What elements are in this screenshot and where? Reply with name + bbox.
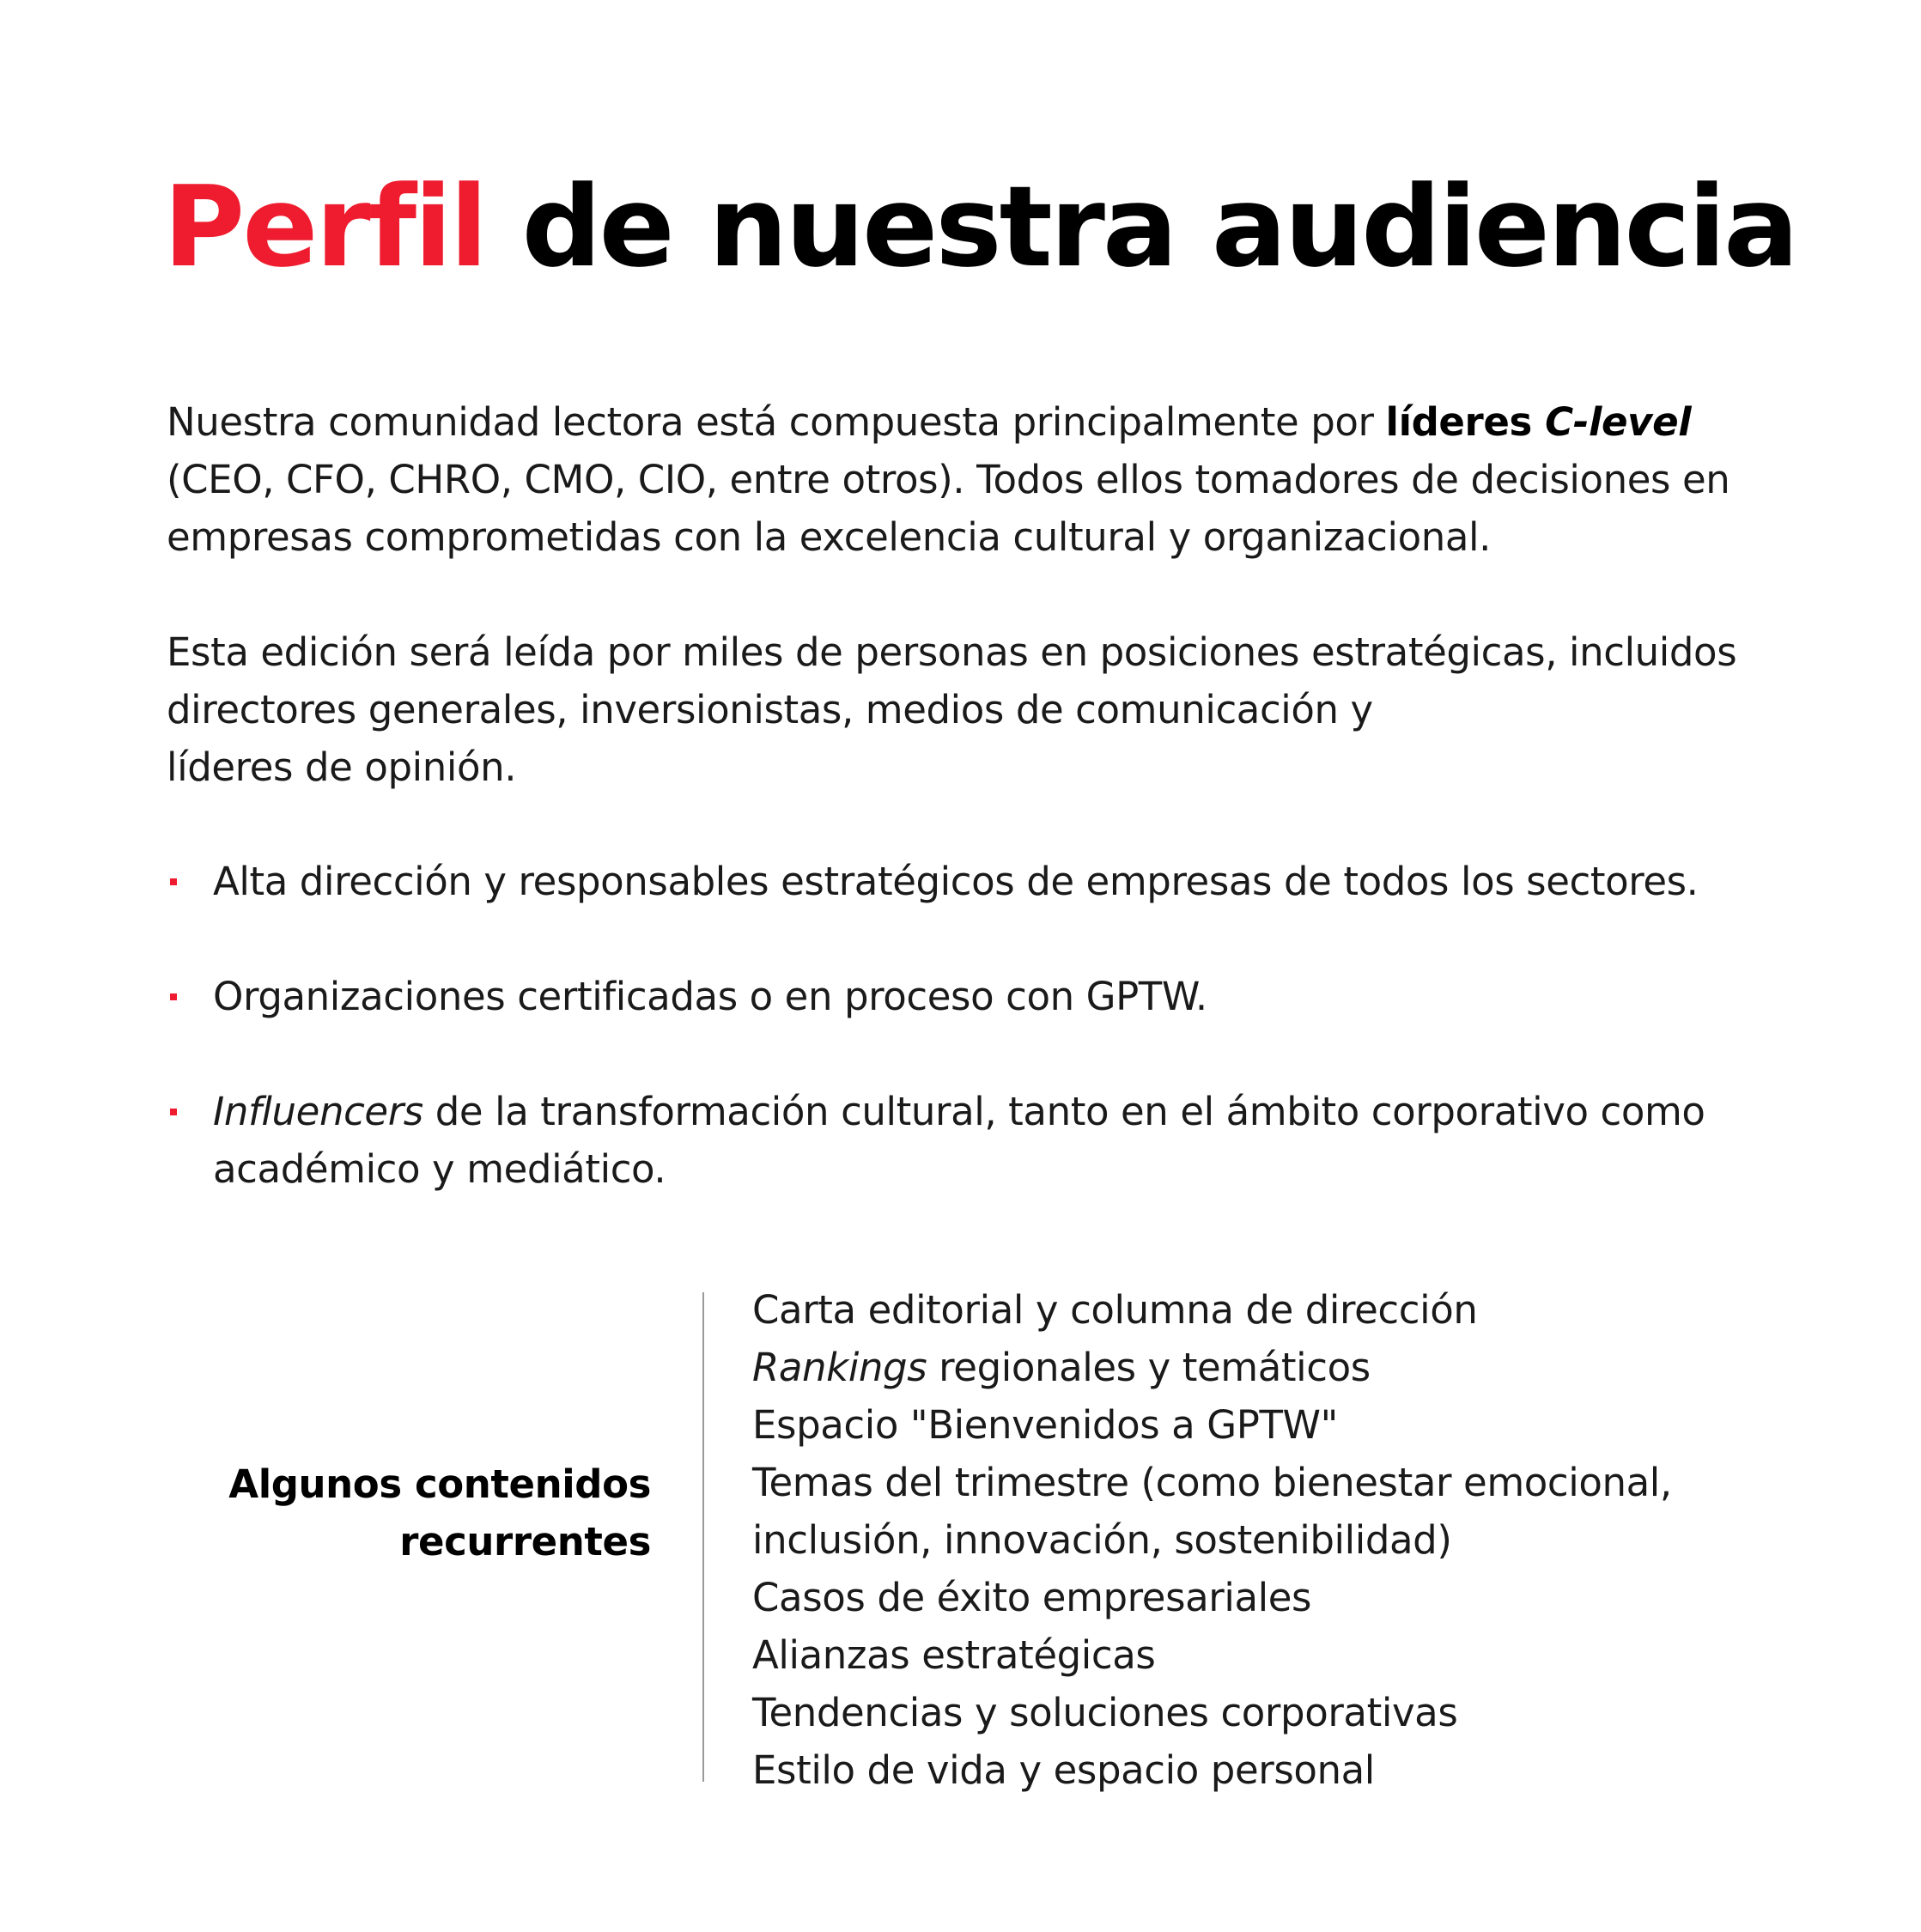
bullet-item-3-line-2: académico y mediático. <box>213 1146 666 1192</box>
reach-line-1: Esta edición será leída por miles de personas en posiciones estratégicas, incluidos <box>167 629 1737 675</box>
content-item-1: Carta editorial y columna de dirección <box>752 1287 1478 1333</box>
content-item-5: Casos de éxito empresariales <box>752 1575 1312 1620</box>
title-rest: de nuestra audiencia <box>521 161 1796 292</box>
recurring-content-list <box>752 1281 1672 1799</box>
content-item-2-rest: regionales y temáticos <box>927 1345 1371 1390</box>
bullet-square-icon <box>170 993 177 1000</box>
recurring-label-line-1: Algunos contenidos <box>228 1461 651 1507</box>
reach-line-2: directores generales, inversionistas, medios de comunicación y <box>167 687 1373 732</box>
content-item-2-italic: Rankings <box>752 1345 927 1390</box>
content-item-7: Tendencias y soluciones corporativas <box>752 1690 1458 1735</box>
bullet-item-1 <box>167 853 1798 910</box>
bullet-item-3 <box>167 1083 1798 1198</box>
bullet-item-3-italic: Influencers <box>213 1089 423 1134</box>
content-item-3: Espacio "Bienvenidos a GPTW" <box>752 1402 1338 1448</box>
page-title <box>163 163 1796 292</box>
intro-line-3: empresas comprometidas con la excelencia cultural y organizacional. <box>167 514 1492 560</box>
bullet-square-icon <box>170 1109 177 1115</box>
bullet-item-3-rest: de la transformación cultural, tanto en el ámbito corporativo como <box>422 1089 1705 1134</box>
reach-paragraph <box>167 623 1798 796</box>
content-item-4: Temas del trimestre (como bienestar emocional, <box>752 1460 1672 1505</box>
intro-bold-leaders: líderes <box>1385 399 1546 445</box>
bullet-square-icon <box>170 878 177 885</box>
recurring-content-label <box>215 1455 651 1571</box>
intro-line-2: (CEO, CFO, CHRO, CMO, CIO, entre otros). Todos ellos tomadores de decisiones en <box>167 457 1730 502</box>
reach-line-3: líderes de opinión. <box>167 744 517 790</box>
content-item-2 <box>752 1339 1672 1396</box>
title-accent: Perfil <box>163 161 486 292</box>
content-item-6: Alianzas estratégicas <box>752 1632 1156 1678</box>
intro-paragraph <box>167 393 1798 566</box>
intro-line-1-text: Nuestra comunidad lectora está compuesta principalmente por <box>167 399 1386 445</box>
vertical-divider <box>702 1292 704 1782</box>
bullet-item-2-text: Organizaciones certificadas o en proceso con GPTW. <box>213 974 1207 1019</box>
recurring-label-line-2: recurrentes <box>399 1519 651 1564</box>
audience-bullet-list <box>167 853 1798 1255</box>
bullet-item-3-line-1 <box>213 1083 1798 1140</box>
content-item-4-continued: inclusión, innovación, sostenibilidad) <box>752 1517 1452 1563</box>
content-item-8: Estilo de vida y espacio personal <box>752 1747 1375 1793</box>
bullet-item-2 <box>167 968 1798 1025</box>
intro-bold-italic-clevel: C-level <box>1545 399 1692 445</box>
bullet-item-1-text: Alta dirección y responsables estratégicos de empresas de todos los sectores. <box>213 859 1699 904</box>
intro-line-1 <box>167 393 1798 451</box>
